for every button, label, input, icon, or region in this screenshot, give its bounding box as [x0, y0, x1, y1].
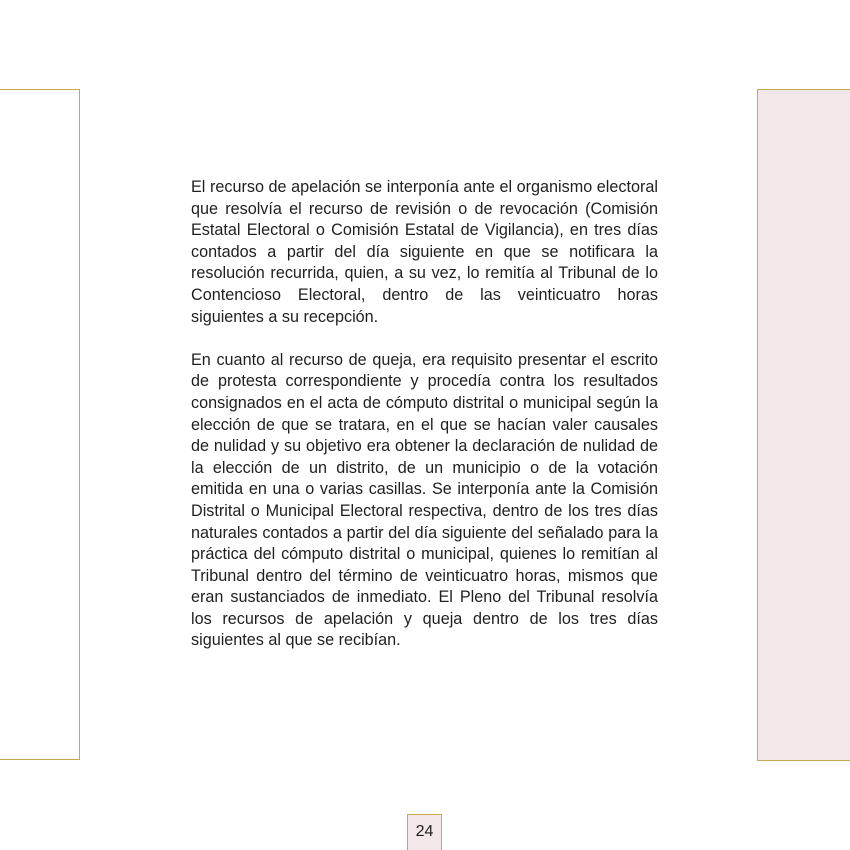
- page-number-badge: 24: [407, 814, 442, 850]
- page-body: [191, 177, 658, 652]
- paragraph-apelacion: El recurso de apelación se interponía ante el organismo electoral que resolvía el recurso de revisión o de revocación (Comisión Estatal Electoral o Comisión Estatal de Vigilancia), en tres días contados a partir del día siguiente en que se notificara la resolución recurrida, quien, a su vez, lo remitía al Tribunal de lo Contencioso Electoral, dentro de las veinticuatro horas siguientes a su recepción.: [191, 178, 658, 326]
- left-decorative-frame: [0, 89, 80, 760]
- right-decorative-panel: [757, 89, 850, 761]
- paragraph-queja: En cuanto al recurso de queja, era requisito presentar el escrito de protesta correspondiente y procedía contra los resultados consignados en el acta de cómputo distrital o municipal según la elección de que se tratara, en el que se hacían valer causales de nulidad y su objetivo era obtener la declaración de nulidad de la elección de un distrito, de un municipio o de la votación emitida en una o varias casillas. Se interponía ante la Comisión Distrital o Municipal Electoral respectiva, dentro de los tres días naturales contados a partir del día siguiente del señalado para la práctica del cómputo distrital o municipal, quienes lo remitían al Tribunal dentro del término de veinticuatro horas, mismos que eran sustanciados de inmediato. El Pleno del Tribunal resolvía los recursos de apelación y queja dentro de los tres días siguientes al que se recibían.: [191, 350, 658, 650]
